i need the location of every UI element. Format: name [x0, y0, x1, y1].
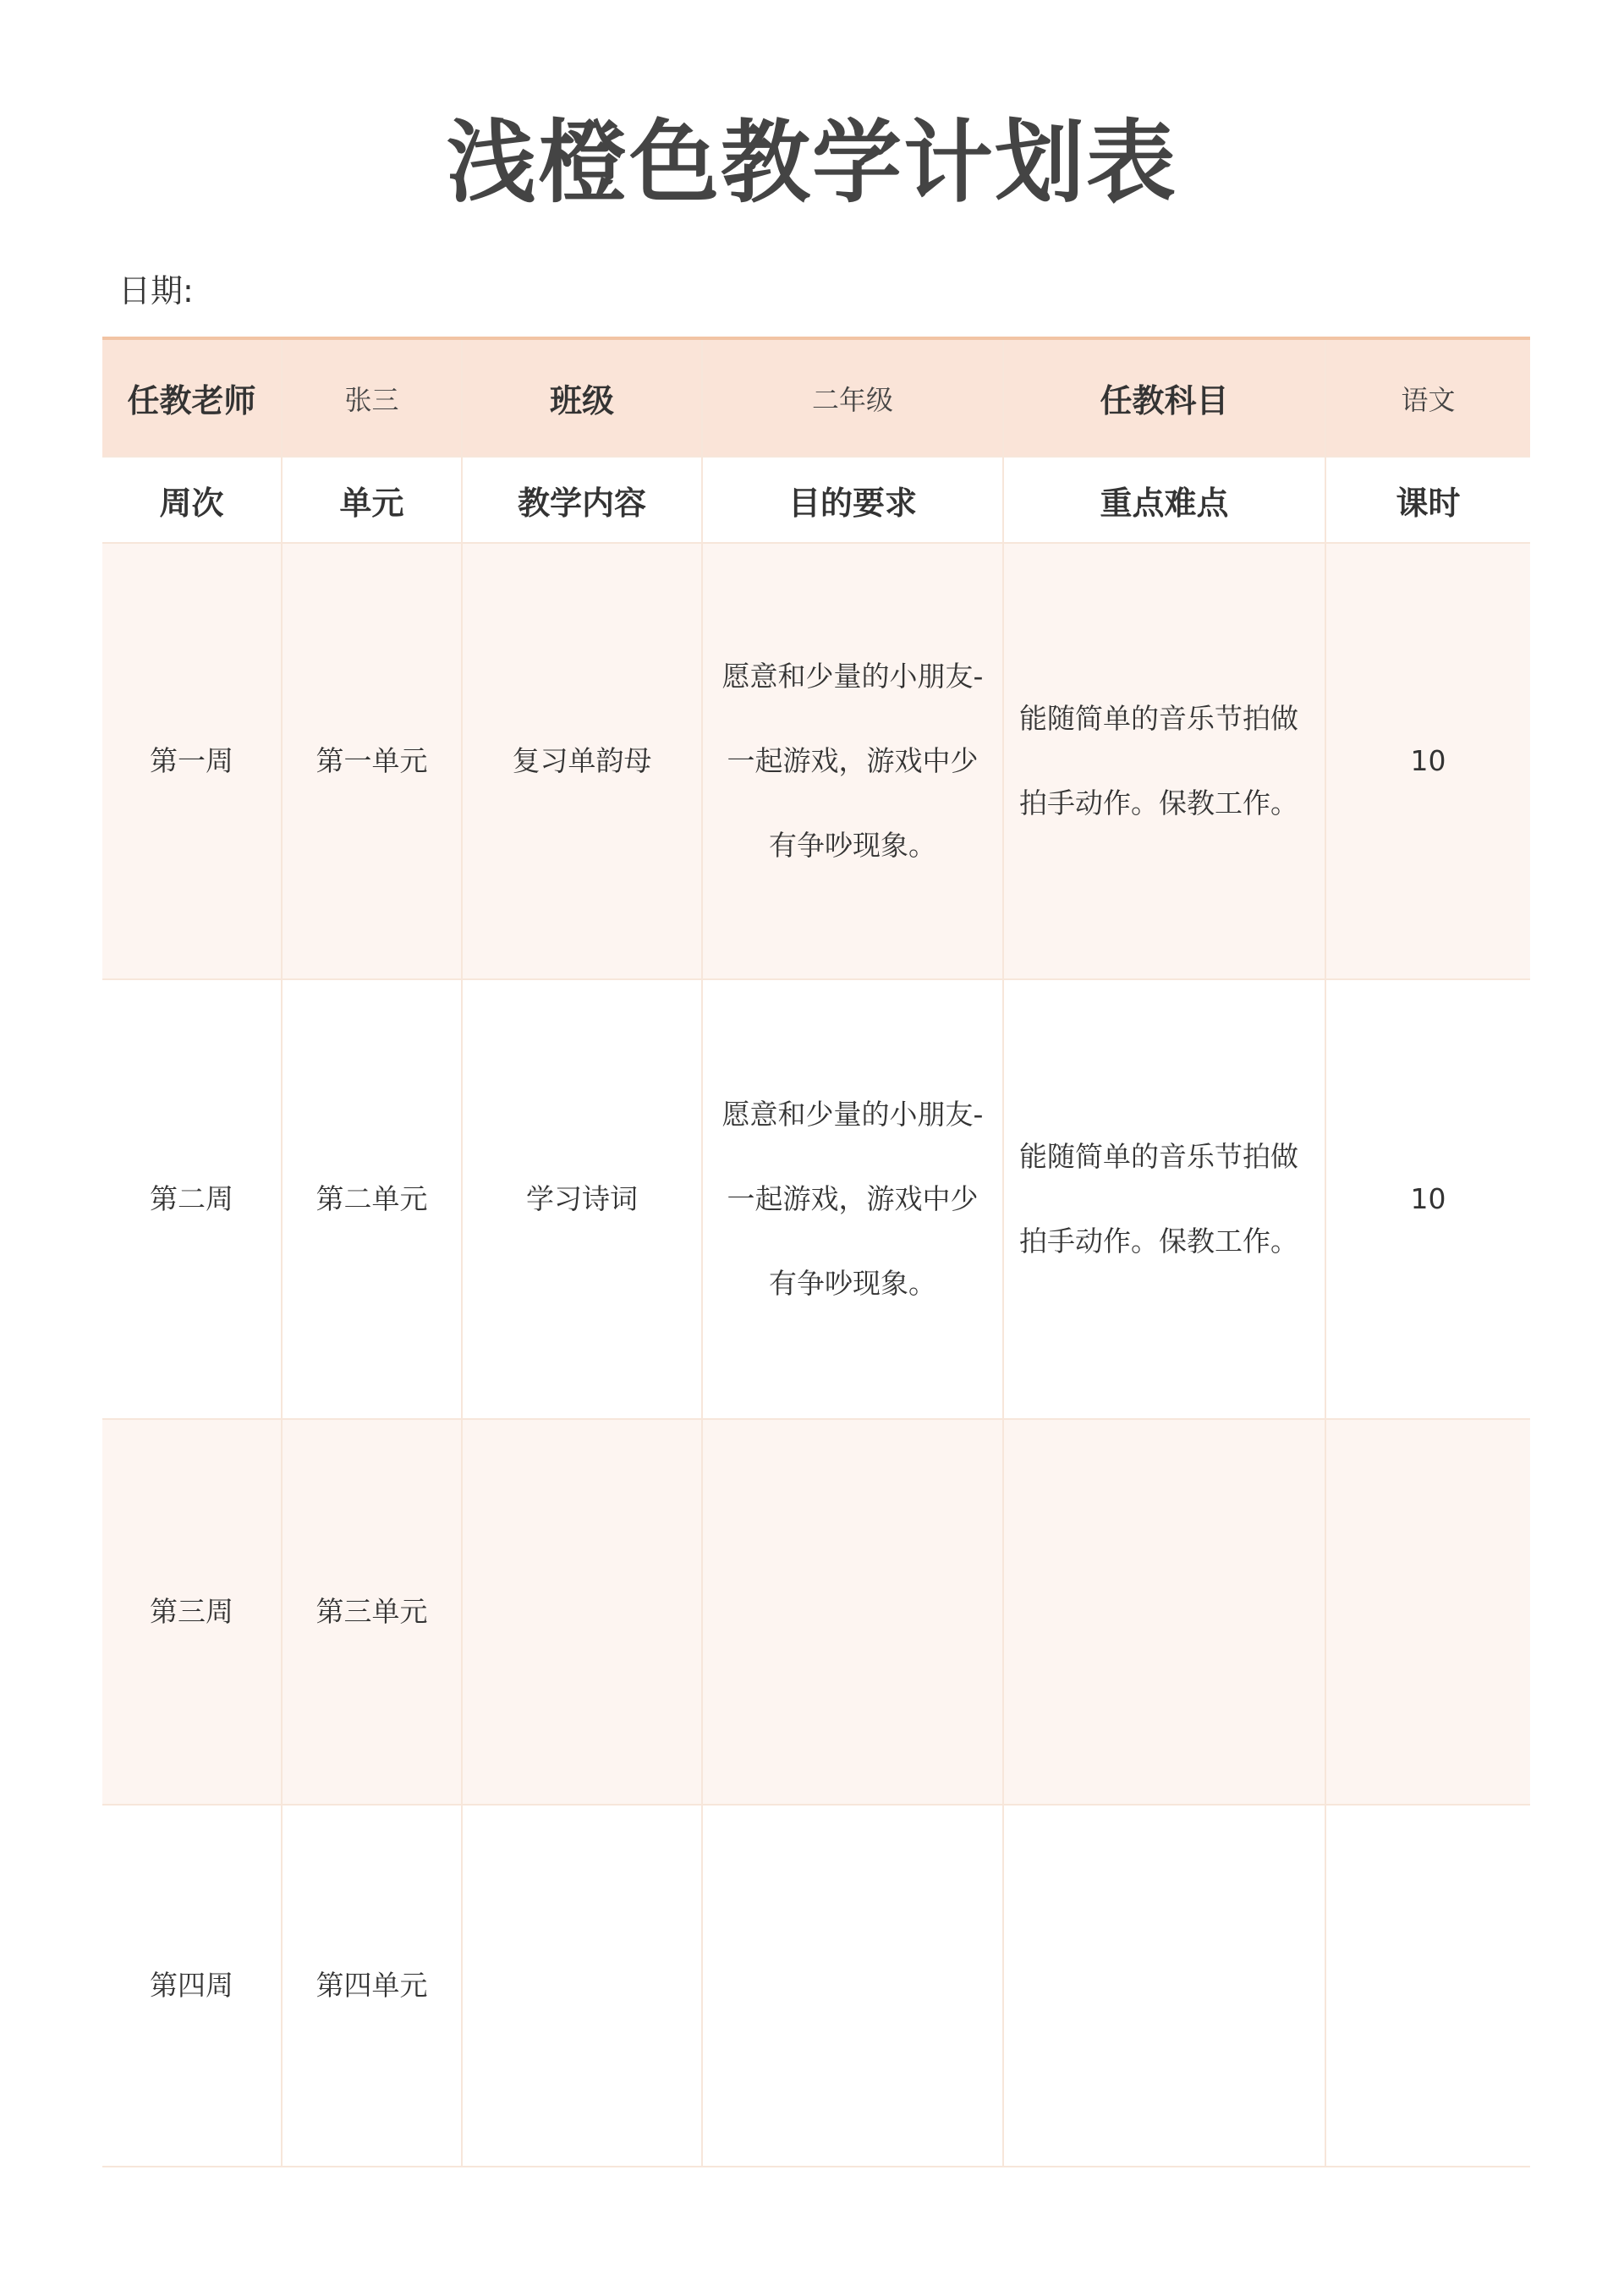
teacher-value[interactable]: 张三 [282, 338, 462, 457]
subject-label: 任教科目 [1003, 338, 1325, 457]
goal-cell[interactable] [702, 1419, 1003, 1805]
content-cell[interactable]: 学习诗词 [462, 979, 702, 1419]
column-header-goal: 目的要求 [702, 457, 1003, 543]
key-points-cell[interactable] [1003, 1419, 1325, 1805]
hours-cell[interactable] [1325, 1805, 1530, 2167]
info-row [102, 338, 1530, 457]
date-label: 日期: [118, 272, 194, 310]
column-header-hours: 课时 [1325, 457, 1530, 543]
teaching-plan-table [102, 337, 1530, 2167]
column-header-week: 周次 [102, 457, 282, 543]
unit-cell[interactable]: 第四单元 [282, 1805, 462, 2167]
class-label: 班级 [462, 338, 702, 457]
column-header-unit: 单元 [282, 457, 462, 543]
week-cell[interactable]: 第一周 [102, 543, 282, 979]
content-cell[interactable] [462, 1419, 702, 1805]
column-header-content: 教学内容 [462, 457, 702, 543]
content-cell[interactable]: 复习单韵母 [462, 543, 702, 979]
hours-cell[interactable]: 10 [1325, 979, 1530, 1419]
key-points-text: 能随简单的音乐节拍做拍手动作。保教工作。 [1019, 1140, 1298, 1258]
goal-text: 愿意和少量的小朋友-一起游戏，游戏中少有争吵现象。 [721, 1098, 984, 1300]
hours-cell[interactable] [1325, 1419, 1530, 1805]
table-row [102, 543, 1530, 979]
key-points-text: 能随简单的音乐节拍做拍手动作。保教工作。 [1019, 702, 1298, 819]
key-points-cell[interactable] [1003, 1805, 1325, 2167]
week-cell[interactable]: 第三周 [102, 1419, 282, 1805]
subject-value[interactable]: 语文 [1325, 338, 1530, 457]
goal-cell[interactable] [702, 543, 1003, 979]
class-value[interactable]: 二年级 [702, 338, 1003, 457]
goal-cell[interactable] [702, 979, 1003, 1419]
date-line [118, 272, 200, 311]
page-title: 浅橙色教学计划表 [447, 111, 1177, 216]
column-header-row [102, 457, 1530, 543]
goal-text: 愿意和少量的小朋友-一起游戏，游戏中少有争吵现象。 [721, 660, 984, 862]
week-cell[interactable]: 第四周 [102, 1805, 282, 2167]
teacher-label: 任教老师 [102, 338, 282, 457]
content-cell[interactable] [462, 1805, 702, 2167]
hours-cell[interactable]: 10 [1325, 543, 1530, 979]
table-row [102, 1805, 1530, 2167]
week-cell[interactable]: 第二周 [102, 979, 282, 1419]
key-points-cell[interactable] [1003, 979, 1325, 1419]
unit-cell[interactable]: 第三单元 [282, 1419, 462, 1805]
unit-cell[interactable]: 第二单元 [282, 979, 462, 1419]
goal-cell[interactable] [702, 1805, 1003, 2167]
table-row [102, 1419, 1530, 1805]
key-points-cell[interactable] [1003, 543, 1325, 979]
table-row [102, 979, 1530, 1419]
column-header-key-points: 重点难点 [1003, 457, 1325, 543]
unit-cell[interactable]: 第一单元 [282, 543, 462, 979]
